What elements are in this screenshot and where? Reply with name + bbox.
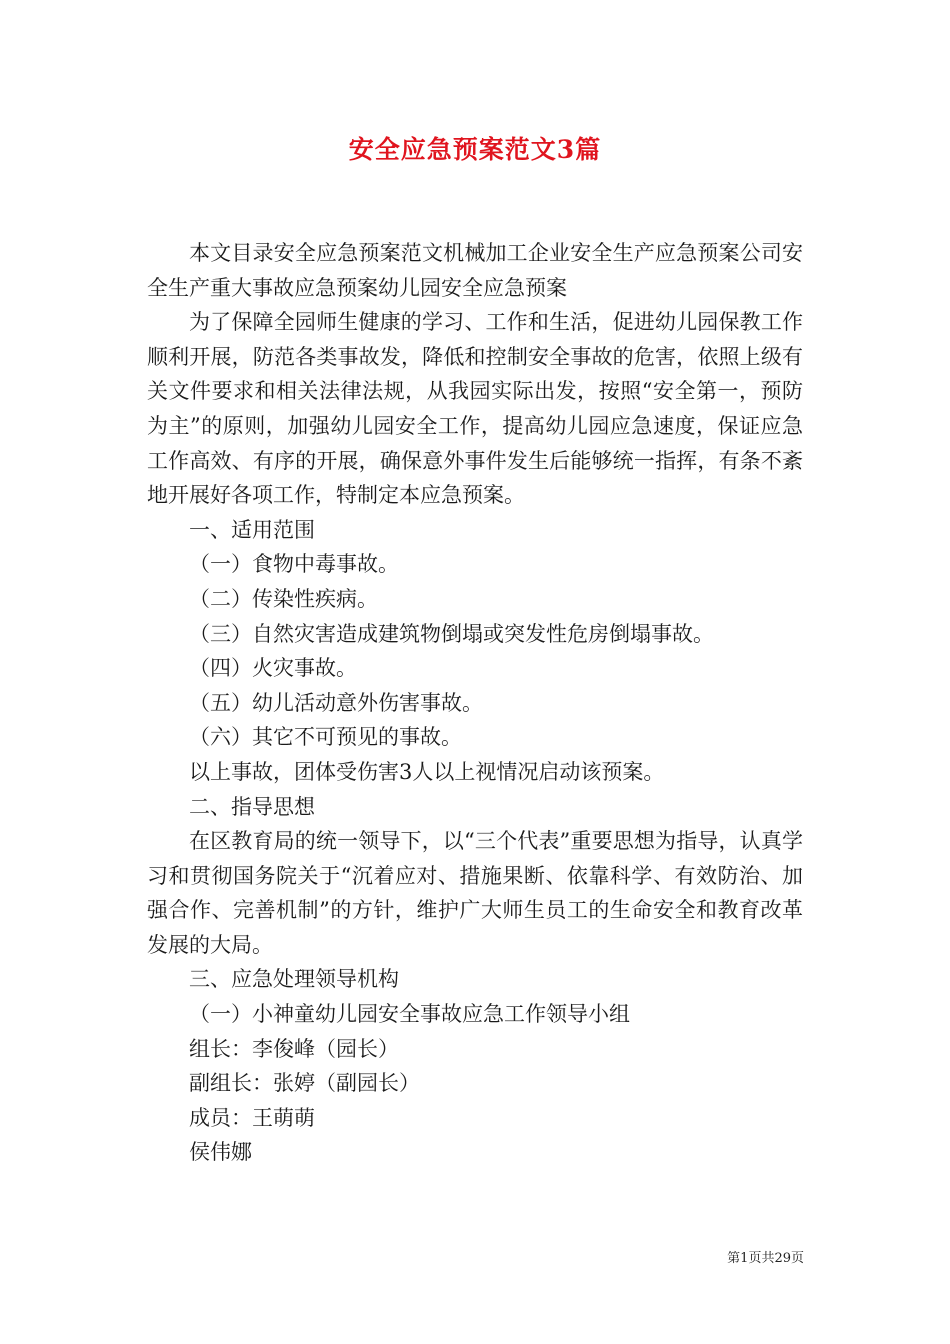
scope-item: （二）传染性疾病。: [189, 586, 378, 611]
section-heading-leadership: 三、应急处理领导机构: [189, 967, 399, 992]
page-number: 第1页共29页: [727, 1251, 804, 1266]
scope-note: 以上事故，团体受伤害3人以上视情况启动该预案。: [189, 759, 665, 784]
scope-item: （五）幼儿活动意外伤害事故。: [189, 690, 483, 715]
members-line: 成员：王萌萌: [189, 1105, 315, 1130]
scope-item: （六）其它不可预见的事故。: [189, 725, 462, 750]
member-line: 侯伟娜: [189, 1140, 252, 1165]
deputy-line: 副组长：张婷（副园长）: [189, 1071, 420, 1096]
scope-item: （三）自然灾害造成建筑物倒塌或突发性危房倒塌事故。: [189, 621, 714, 646]
intro-paragraph: 本文目录安全应急预案范文机械加工企业安全生产应急预案公司安全生产重大事故应急预案幼儿园安全应急预案: [147, 241, 803, 300]
scope-item: （一）食物中毒事故。: [189, 552, 399, 577]
purpose-paragraph: 为了保障全园师生健康的学习、工作和生活，促进幼儿园保教工作顺利开展，防范各类事故发，降低和控制安全事故的危害，依照上级有关文件要求和相关法律法规，从我园实际出发，按照“安全第一，预防为主”的原则，加强幼儿园安全工作，提高幼儿园应急速度，保证应急工作高效、有序的开展，确保意外事件发生后能够统一指挥，有条不紊地开展好各项工作，特制定本应急预案。: [147, 310, 803, 508]
document-title: 安全应急预案范文3篇: [348, 135, 602, 164]
document-body: [147, 236, 803, 1170]
guidance-paragraph: 在区教育局的统一领导下，以“三个代表”重要思想为指导，认真学习和贯彻国务院关于“沉着应对、措施果断、依靠科学、有效防治、加强合作、完善机制”的方针，维护广大师生员工的生命安全和教育改革发展的大局。: [147, 829, 803, 957]
group-heading: （一）小神童幼儿园安全事故应急工作领导小组: [189, 1002, 630, 1027]
scope-item: （四）火灾事故。: [189, 656, 357, 681]
section-heading-scope: 一、适用范围: [189, 517, 315, 542]
leader-line: 组长：李俊峰（园长）: [189, 1036, 399, 1061]
section-heading-guidance: 二、指导思想: [189, 794, 315, 819]
